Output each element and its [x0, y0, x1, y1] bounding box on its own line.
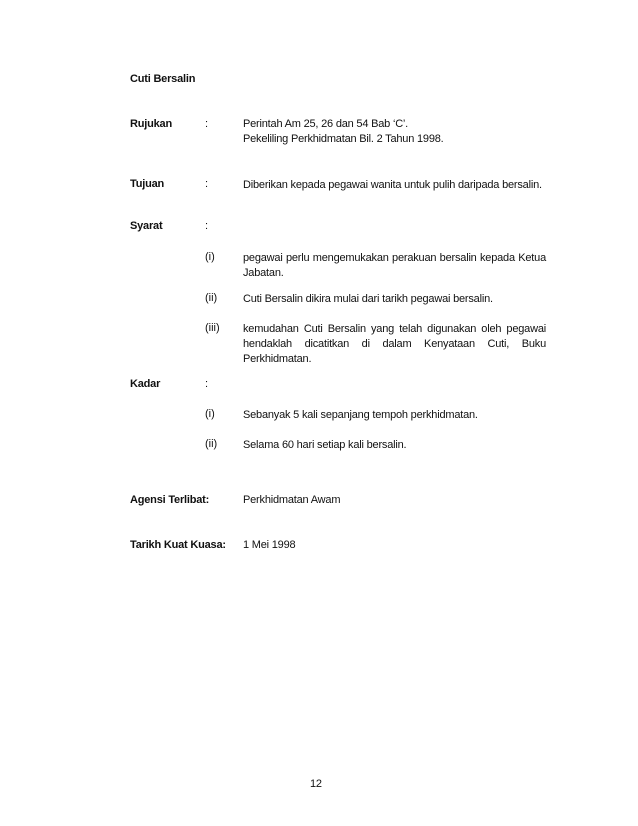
kadar-item-number: (i) [205, 408, 215, 420]
rujukan-line-1: Perintah Am 25, 26 dan 54 Bab ‘C’. [243, 118, 409, 130]
kadar-item-text: Sebanyak 5 kali sepanjang tempoh perkhidmatan. [243, 409, 478, 421]
kadar-colon: : [205, 378, 208, 390]
page-number: 12 [310, 778, 322, 790]
syarat-label: Syarat [130, 220, 163, 232]
rujukan-line-2: Pekeliling Perkhidmatan Bil. 2 Tahun 1998. [243, 133, 444, 145]
rujukan-colon: : [205, 118, 208, 130]
syarat-colon: : [205, 220, 208, 232]
tarikh-value: 1 Mei 1998 [243, 539, 296, 551]
syarat-item-text: kemudahan Cuti Bersalin yang telah digunakan oleh pegawai hendaklah dicatitkan di dalam Kenyataan Cuti, Buku Perkhidmatan. [243, 323, 546, 365]
tujuan-text: Diberikan kepada pegawai wanita untuk pulih daripada bersalin. [243, 179, 542, 191]
tujuan-colon: : [205, 178, 208, 190]
kadar-label: Kadar [130, 378, 161, 390]
tarikh-label: Tarikh Kuat Kuasa: [130, 539, 226, 551]
syarat-item-number: (iii) [205, 322, 220, 334]
kadar-item-number: (ii) [205, 438, 218, 450]
tujuan-label: Tujuan [130, 178, 165, 190]
section-title: Cuti Bersalin [130, 73, 196, 85]
syarat-item-text: pegawai perlu mengemukakan perakuan bersalin kepada Ketua Jabatan. [243, 252, 546, 279]
agensi-label: Agensi Terlibat: [130, 494, 210, 506]
kadar-item-text: Selama 60 hari setiap kali bersalin. [243, 439, 407, 451]
agensi-value: Perkhidmatan Awam [243, 494, 341, 506]
syarat-item-number: (ii) [205, 292, 218, 304]
syarat-item-text: Cuti Bersalin dikira mulai dari tarikh pegawai bersalin. [243, 293, 493, 305]
syarat-item-number: (i) [205, 251, 215, 263]
rujukan-label: Rujukan [130, 118, 172, 130]
